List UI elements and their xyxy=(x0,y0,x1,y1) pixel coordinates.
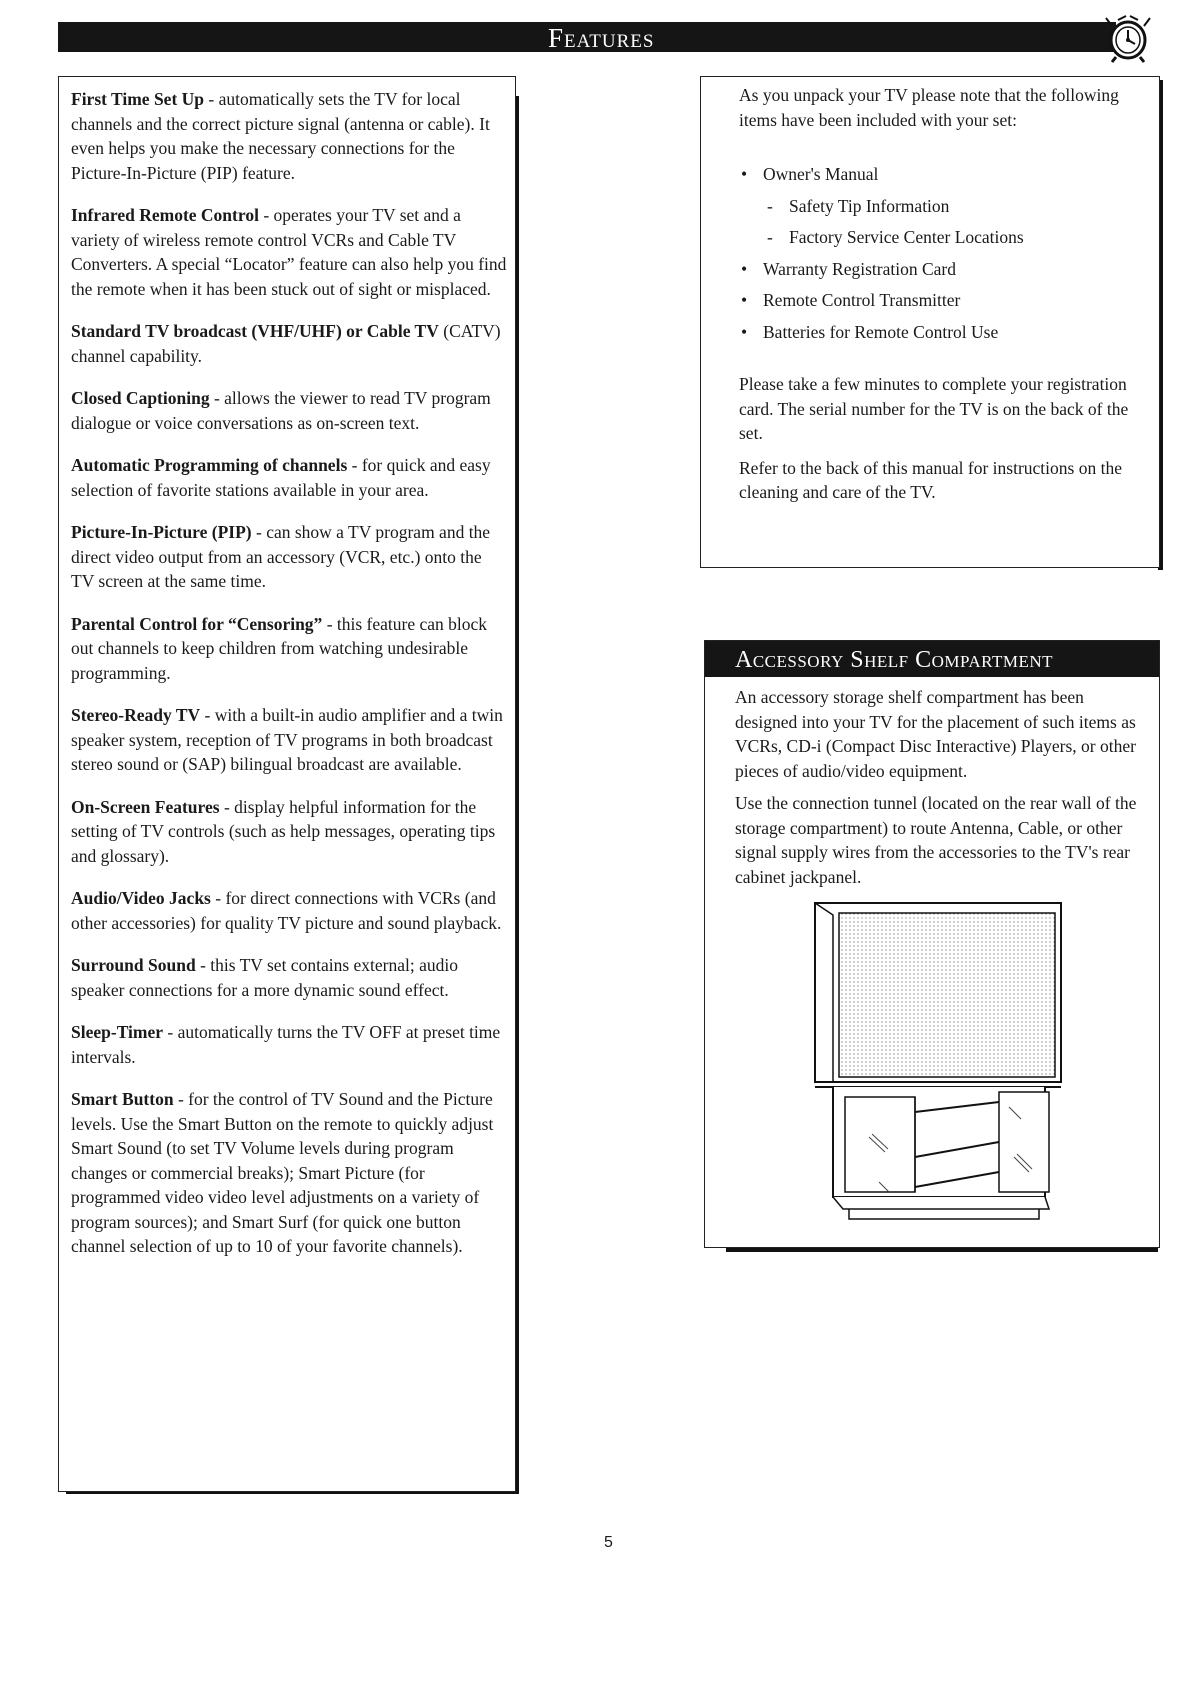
accessory-paragraph-1: An accessory storage shelf compartment has been designed into your TV for the placement of such items as VCRs, CD-i (Compact Disc Interactive) Players, or other pieces of audio/video equipment. xyxy=(735,687,1136,781)
included-sub-item: - Safety Tip Information xyxy=(739,194,1151,219)
feature-term: Stereo-Ready TV xyxy=(71,705,201,725)
included-item: • Owner's Manual xyxy=(739,162,1151,187)
included-intro: As you unpack your TV please note that the following items have been included with your set: xyxy=(739,85,1119,130)
projection-tv-cabinet-illustration xyxy=(809,897,1065,1231)
accessory-content xyxy=(735,685,1149,897)
accessory-paragraph-2: Use the connection tunnel (located on the rear wall of the storage compartment) to route Antenna, Cable, or other signal supply wires from the accessories to the TV's rear cabinet jackpanel. xyxy=(735,793,1137,887)
feature-description: - automatically sets the TV for local channels and the correct picture signal (antenna or cable). It even helps you make the necessary connections for the Picture-In-Picture (PIP) feature. xyxy=(71,89,490,183)
features-list-box xyxy=(58,76,516,1492)
feature-item xyxy=(71,612,507,686)
feature-item xyxy=(71,953,507,1002)
feature-term: Sleep-Timer xyxy=(71,1022,164,1042)
feature-item xyxy=(71,386,507,435)
feature-term: Smart Button xyxy=(71,1089,174,1109)
alarm-clock-icon xyxy=(1100,12,1158,64)
feature-description: - this TV set contains external; audio speaker connections for a more dynamic sound effect. xyxy=(71,955,458,1000)
feature-description: - this feature can block out channels to keep children from watching undesirable programming. xyxy=(71,613,488,683)
feature-term: Picture-In-Picture (PIP) xyxy=(71,522,252,542)
page-header-bar xyxy=(58,22,1116,52)
feature-item xyxy=(71,203,507,301)
features-list xyxy=(71,87,507,1277)
feature-item xyxy=(71,1087,507,1259)
included-items-box xyxy=(700,76,1160,568)
feature-term: On-Screen Features xyxy=(71,796,220,817)
feature-description: - allows the viewer to read TV program dialogue or voice conversations as on-screen text. xyxy=(71,388,491,433)
feature-term: Parental Control for “Censoring” xyxy=(71,613,323,634)
accessory-section-title: Accessory Shelf Compartment xyxy=(705,641,1159,677)
included-item: • Remote Control Transmitter xyxy=(739,288,1151,313)
feature-description: - with a built-in audio amplifier and a twin speaker system, reception of TV programs in both broadcast stereo sound or (SAP) bilingual broadcast are available. xyxy=(71,705,503,774)
feature-description: - for quick and easy selection of favorite stations available in your area. xyxy=(71,455,491,500)
feature-term: Closed Captioning xyxy=(71,388,210,408)
included-items-list xyxy=(739,162,1151,344)
feature-description: - operates your TV set and a variety of wireless remote control VCRs and Cable TV Converters. A special “Locator” feature can also help you find the remote when it has been stuck out of sight or misplaced. xyxy=(71,205,507,299)
feature-term: Infrared Remote Control xyxy=(71,205,259,225)
feature-item xyxy=(71,453,507,502)
cleaning-paragraph: Refer to the back of this manual for instructions on the cleaning and care of the TV. xyxy=(739,457,1122,502)
feature-item xyxy=(71,886,507,935)
feature-term: Automatic Programming of channels xyxy=(71,455,348,475)
feature-item xyxy=(71,520,507,594)
feature-description: - automatically turns the TV OFF at preset time intervals. xyxy=(71,1022,501,1067)
included-item: • Batteries for Remote Control Use xyxy=(739,320,1151,345)
feature-item xyxy=(71,1020,507,1069)
feature-description: - display helpful information for the setting of TV controls (such as help messages, operating tips and glossary). xyxy=(71,796,496,866)
feature-description: - for the control of TV Sound and the Picture levels. Use the Smart Button on the remote to quickly adjust Smart Sound (to set TV Volume levels during program changes or commercial breaks); Smart Picture (for programmed video video level adjustments on a variety of program sources); and Smart Surf (for quick one button channel selection of up to 10 of your favorite channels). xyxy=(71,1089,494,1256)
feature-item xyxy=(71,319,507,368)
accessory-shelf-box xyxy=(704,640,1160,1248)
page-number: 5 xyxy=(604,1534,613,1551)
feature-description: - for direct connections with VCRs (and other accessories) for quality TV picture and sound playback. xyxy=(71,888,502,933)
feature-term: First Time Set Up xyxy=(71,89,205,109)
feature-description: - can show a TV program and the direct video output from an accessory (VCR, etc.) onto the TV screen at the same time. xyxy=(71,522,491,591)
registration-paragraph: Please take a few minutes to complete your registration card. The serial number for the TV is on the back of the set. xyxy=(739,374,1129,443)
feature-term: Surround Sound xyxy=(71,955,196,975)
feature-item xyxy=(71,87,507,185)
feature-description: (CATV) channel capability. xyxy=(71,321,501,366)
feature-term: Standard TV broadcast (VHF/UHF) or Cable TV xyxy=(71,321,439,341)
included-sub-item: - Factory Service Center Locations xyxy=(739,225,1151,250)
feature-item xyxy=(71,703,507,777)
feature-item xyxy=(71,795,507,869)
included-items-content xyxy=(739,83,1151,515)
included-item: • Warranty Registration Card xyxy=(739,257,1151,282)
feature-term: Audio/Video Jacks xyxy=(71,888,211,908)
page-title: Features xyxy=(548,23,655,53)
